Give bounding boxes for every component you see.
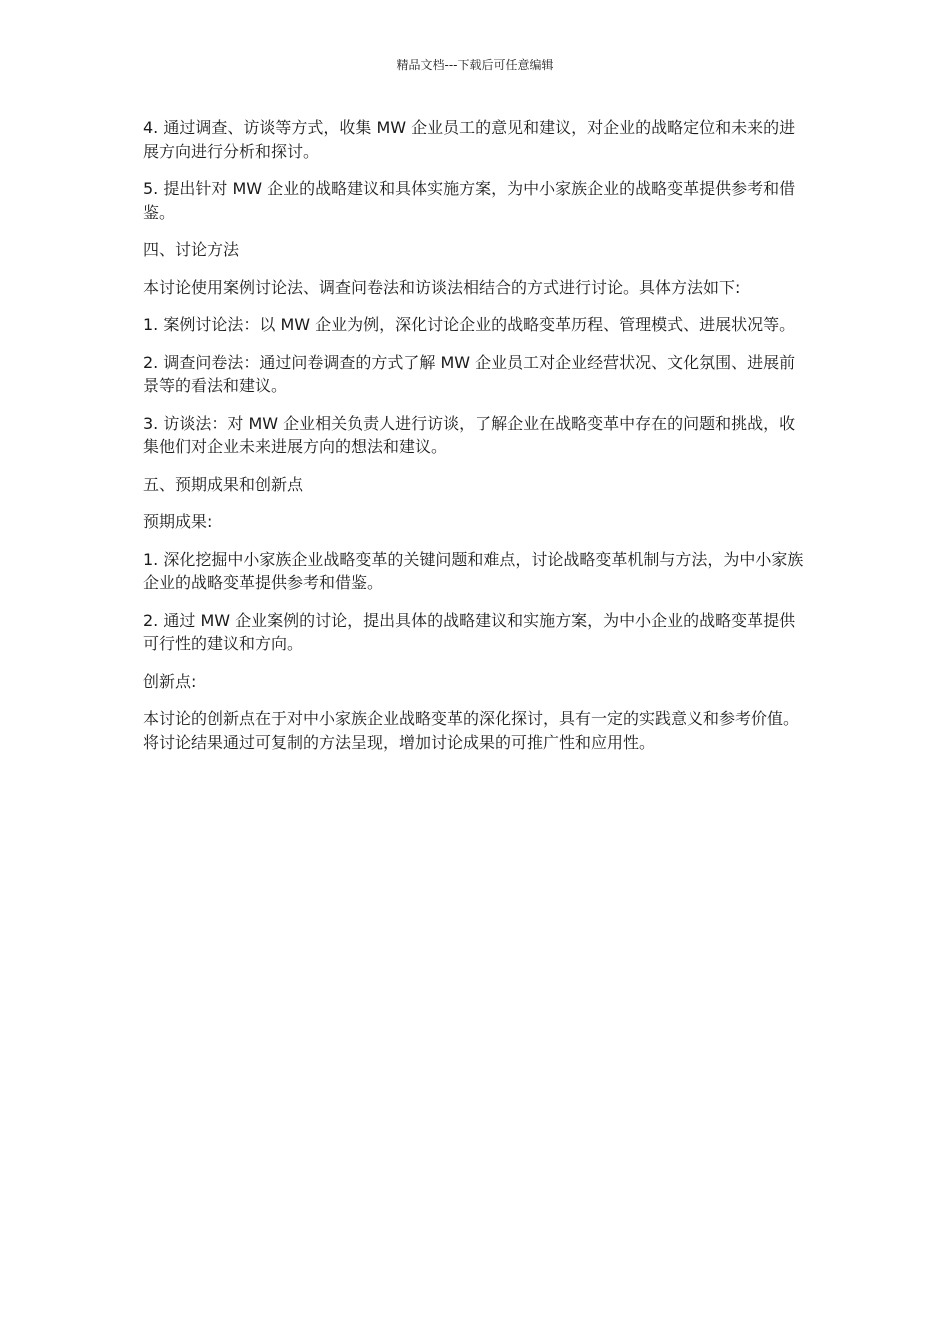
- paragraph-methods-intro: 本讨论使用案例讨论法、调查问卷法和访谈法相结合的方式进行讨论。具体方法如下:: [143, 277, 741, 297]
- page-header: 精品文档---下载后可任意编辑: [396, 58, 554, 72]
- paragraph-method-survey: 2. 调查问卷法：通过问卷调查的方式了解 MW 企业员工对企业经营状况、文化氛围、进展前景等的看法和建议。: [143, 352, 796, 395]
- paragraph-method-case: 1. 案例讨论法：以 MW 企业为例，深化讨论企业的战略变革历程、管理模式、进展状况等。: [143, 315, 796, 334]
- paragraph-result-1: 1. 深化挖掘中小家族企业战略变革的关键问题和难点，讨论战略变革机制与方法，为中小家族企业的战略变革提供参考和借鉴。: [143, 549, 804, 592]
- paragraph-innovation: 本讨论的创新点在于对中小家族企业战略变革的深化探讨，具有一定的实践意义和参考价值。将讨论结果通过可复制的方法呈现，增加讨论成果的可推广性和应用性。: [143, 709, 800, 752]
- section-heading-methods: 四、讨论方法: [143, 240, 240, 259]
- subheading-expected-results: 预期成果:: [143, 512, 213, 531]
- subheading-innovation: 创新点:: [143, 671, 197, 691]
- paragraph-result-2: 2. 通过 MW 企业案例的讨论，提出具体的战略建议和实施方案，为中小企业的战略变革提供可行性的建议和方向。: [143, 610, 796, 653]
- paragraph-item-5: 5. 提出针对 MW 企业的战略建议和具体实施方案，为中小家族企业的战略变革提供参考和借鉴。: [143, 179, 796, 222]
- document-body: [143, 116, 807, 768]
- paragraph-item-4: 4. 通过调查、访谈等方式，收集 MW 企业员工的意见和建议，对企业的战略定位和未来的进展方向进行分析和探讨。: [143, 118, 796, 161]
- section-heading-outcomes: 五、预期成果和创新点: [143, 474, 304, 494]
- paragraph-method-interview: 3. 访谈法：对 MW 企业相关负责人进行访谈，了解企业在战略变革中存在的问题和挑战，收集他们对企业未来进展方向的想法和建议。: [143, 413, 796, 456]
